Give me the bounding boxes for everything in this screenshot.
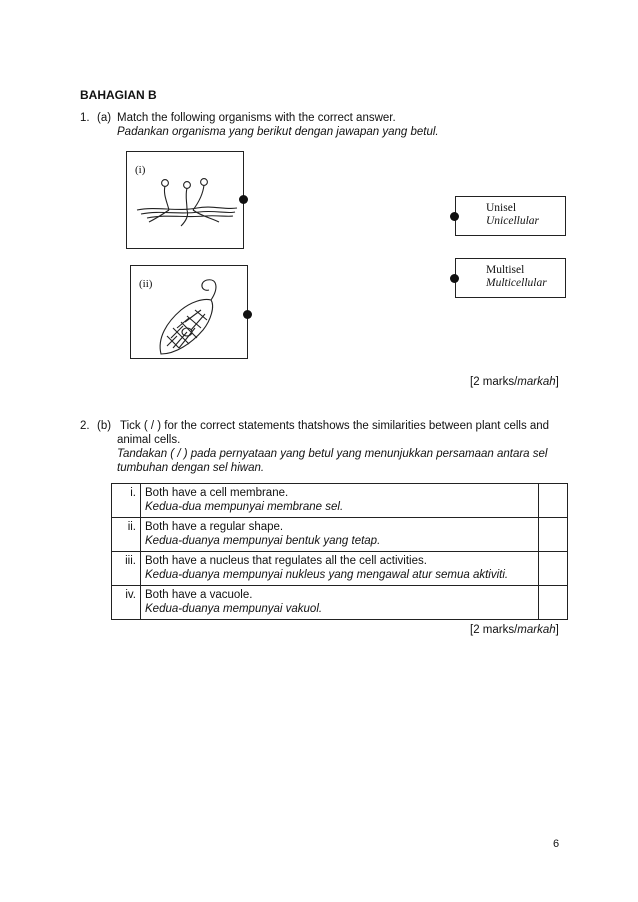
q2-marks-prefix: [2 marks/ bbox=[470, 624, 518, 636]
statement-en: Both have a regular shape. bbox=[145, 521, 284, 533]
organism-picture-i bbox=[126, 151, 244, 249]
q2-text-ms-1: Tandakan ( / ) pada pernyataan yang betul yang menunjukkan persamaan antara sel bbox=[117, 448, 548, 460]
answer-ms-unisel: Unisel bbox=[486, 202, 517, 214]
protozoa-drawing bbox=[131, 266, 247, 358]
tick-cell[interactable] bbox=[539, 586, 568, 620]
q1-marks-suffix: ] bbox=[555, 376, 559, 388]
q1-number: 1. bbox=[80, 112, 90, 124]
statement-text bbox=[141, 484, 539, 518]
statement-ms: Kedua-duanya mempunyai vakuol. bbox=[145, 603, 323, 615]
match-dot-multicellular[interactable] bbox=[450, 274, 459, 283]
q2-part: (b) bbox=[97, 420, 112, 432]
organism-picture-ii bbox=[130, 265, 248, 359]
q1-marks-italic: markah bbox=[517, 376, 556, 388]
statement-en: Both have a cell membrane. bbox=[145, 487, 289, 499]
page-number: 6 bbox=[553, 838, 560, 850]
answer-en-multicellular: Multicellular bbox=[486, 277, 547, 289]
answer-box-multicellular bbox=[455, 258, 566, 298]
q1-part: (a) bbox=[97, 112, 112, 124]
tick-cell[interactable] bbox=[539, 518, 568, 552]
q2-marks bbox=[470, 624, 559, 636]
picture-label-i: (i) bbox=[135, 164, 146, 176]
table-row bbox=[112, 552, 568, 586]
statement-number: i. bbox=[112, 484, 141, 518]
statement-number: iv. bbox=[112, 586, 141, 620]
match-dot-unicellular[interactable] bbox=[450, 212, 459, 221]
q2-number: 2. bbox=[80, 420, 90, 432]
table-row bbox=[112, 484, 568, 518]
q2-text-ms-2: tumbuhan dengan sel hiwan. bbox=[117, 462, 265, 474]
q1-marks bbox=[470, 376, 559, 388]
q2-text-en-1: Tick ( / ) for the correct statements thatshows the similarities between plant cells and bbox=[120, 420, 550, 432]
table-row bbox=[112, 518, 568, 552]
statement-en: Both have a vacuole. bbox=[145, 589, 253, 601]
statement-number: ii. bbox=[112, 518, 141, 552]
q2-marks-suffix: ] bbox=[555, 624, 559, 636]
statements-table bbox=[111, 483, 568, 620]
statement-en: Both have a nucleus that regulates all the cell activities. bbox=[145, 555, 427, 567]
tick-cell[interactable] bbox=[539, 552, 568, 586]
section-title: BAHAGIAN B bbox=[80, 88, 157, 102]
statement-text bbox=[141, 552, 539, 586]
answer-en-unicellular: Unicellular bbox=[486, 215, 540, 227]
q1-text-ms: Padankan organisma yang berikut dengan jawapan yang betul. bbox=[117, 126, 439, 138]
q1-marks-prefix: [2 marks/ bbox=[470, 376, 518, 388]
answer-ms-multisel: Multisel bbox=[486, 264, 525, 276]
table-row bbox=[112, 586, 568, 620]
statement-ms: Kedua-duanya mempunyai nukleus yang mengawal atur semua aktiviti. bbox=[145, 569, 509, 581]
picture-label-ii: (ii) bbox=[139, 278, 153, 290]
statement-text bbox=[141, 518, 539, 552]
statement-ms: Kedua-dua mempunyai membrane sel. bbox=[145, 501, 344, 513]
q2-marks-italic: markah bbox=[517, 624, 556, 636]
fungus-drawing bbox=[127, 152, 243, 248]
statement-text bbox=[141, 586, 539, 620]
match-dot-picture-ii[interactable] bbox=[243, 310, 252, 319]
q1-text-en: Match the following organisms with the correct answer. bbox=[117, 112, 396, 124]
q2-text-en-2: animal cells. bbox=[117, 434, 181, 446]
answer-box-unicellular bbox=[455, 196, 566, 236]
match-dot-picture-i[interactable] bbox=[239, 195, 248, 204]
statement-number: iii. bbox=[112, 552, 141, 586]
tick-cell[interactable] bbox=[539, 484, 568, 518]
statement-ms: Kedua-duanya mempunyai bentuk yang tetap. bbox=[145, 535, 381, 547]
